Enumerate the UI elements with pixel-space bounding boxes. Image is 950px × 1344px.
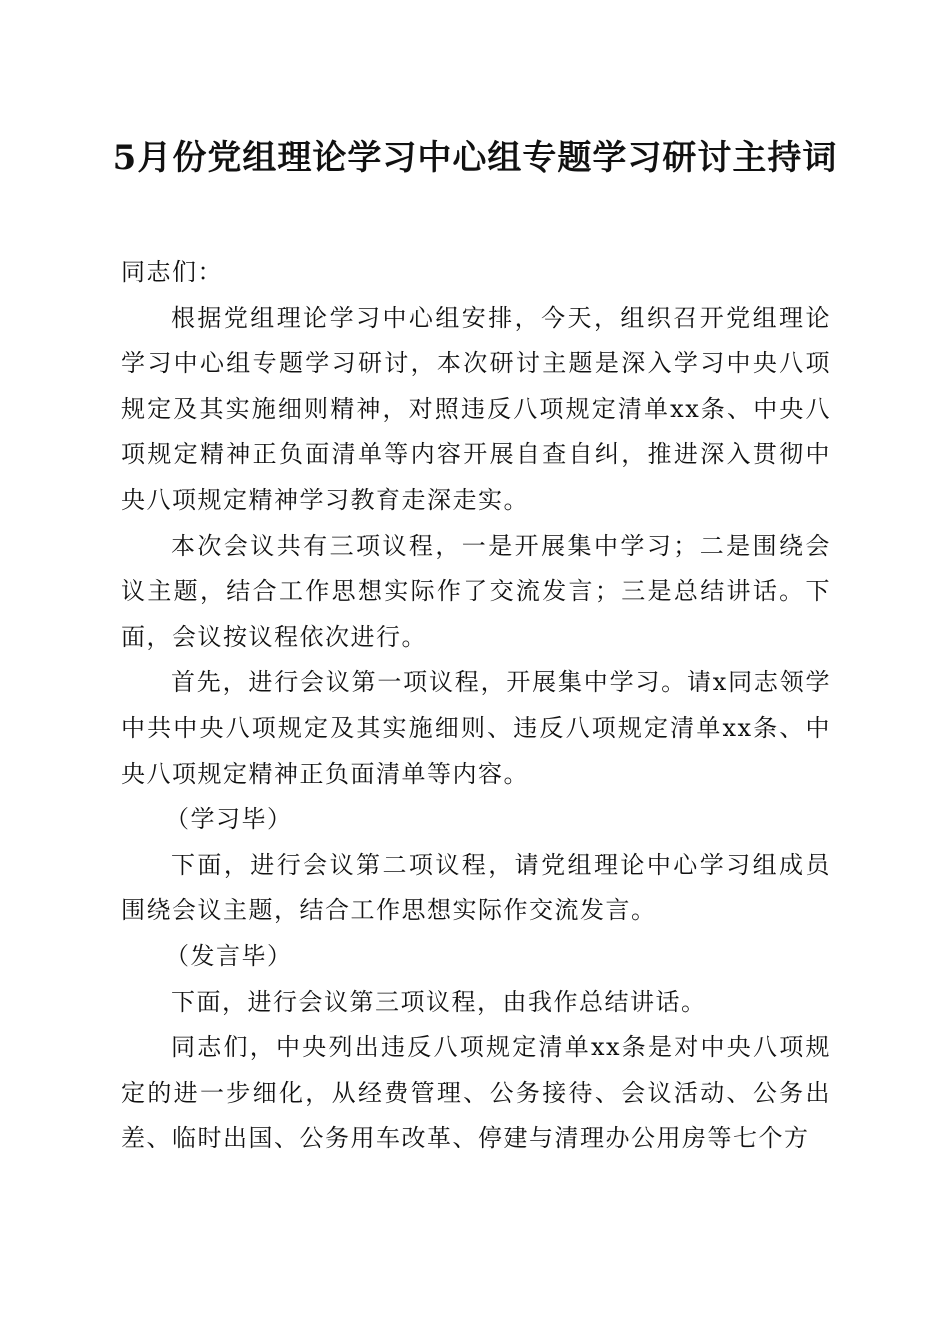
document-title: 5月份党组理论学习中心组专题学习研讨主持词 [112, 138, 838, 178]
paragraph-speech-done: （发言毕） [165, 941, 293, 970]
paragraph-summary: 同志们，中央列出违反八项规定清单xx条是对中央八项规定的进一步细化，从经费管理、公务接待、会议活动、公务出差、临时出国、公务用车改革、停建与清理办公用房等七个方 [121, 1033, 831, 1153]
document-body [121, 250, 831, 1162]
paragraph-third-item: 下面，进行会议第三项议程，由我作总结讲话。 [171, 987, 707, 1016]
paragraph-first-item: 首先，进行会议第一项议程，开展集中学习。请x同志领学中共中央八项规定及其实施细则、违反八项规定清单xx条、中央八项规定精神正负面清单等内容。 [121, 668, 831, 788]
paragraph-intro: 根据党组理论学习中心组安排，今天，组织召开党组理论学习中心组专题学习研讨，本次研讨主题是深入学习中央八项规定及其实施细则精神，对照违反八项规定清单xx条、中央八项规定精神正负面清单等内容开展自查自纠，推进深入贯彻中央八项规定精神学习教育走深走实。 [121, 303, 831, 514]
paragraph-second-item: 下面，进行会议第二项议程，请党组理论中心学习组成员围绕会议主题，结合工作思想实际作交流发言。 [121, 850, 831, 925]
paragraph-study-done: （学习毕） [165, 805, 293, 834]
paragraph-agenda: 本次会议共有三项议程，一是开展集中学习；二是围绕会议主题，结合工作思想实际作了交流发言；三是总结讲话。下面，会议按议程依次进行。 [121, 531, 831, 651]
salutation: 同志们： [121, 258, 223, 286]
